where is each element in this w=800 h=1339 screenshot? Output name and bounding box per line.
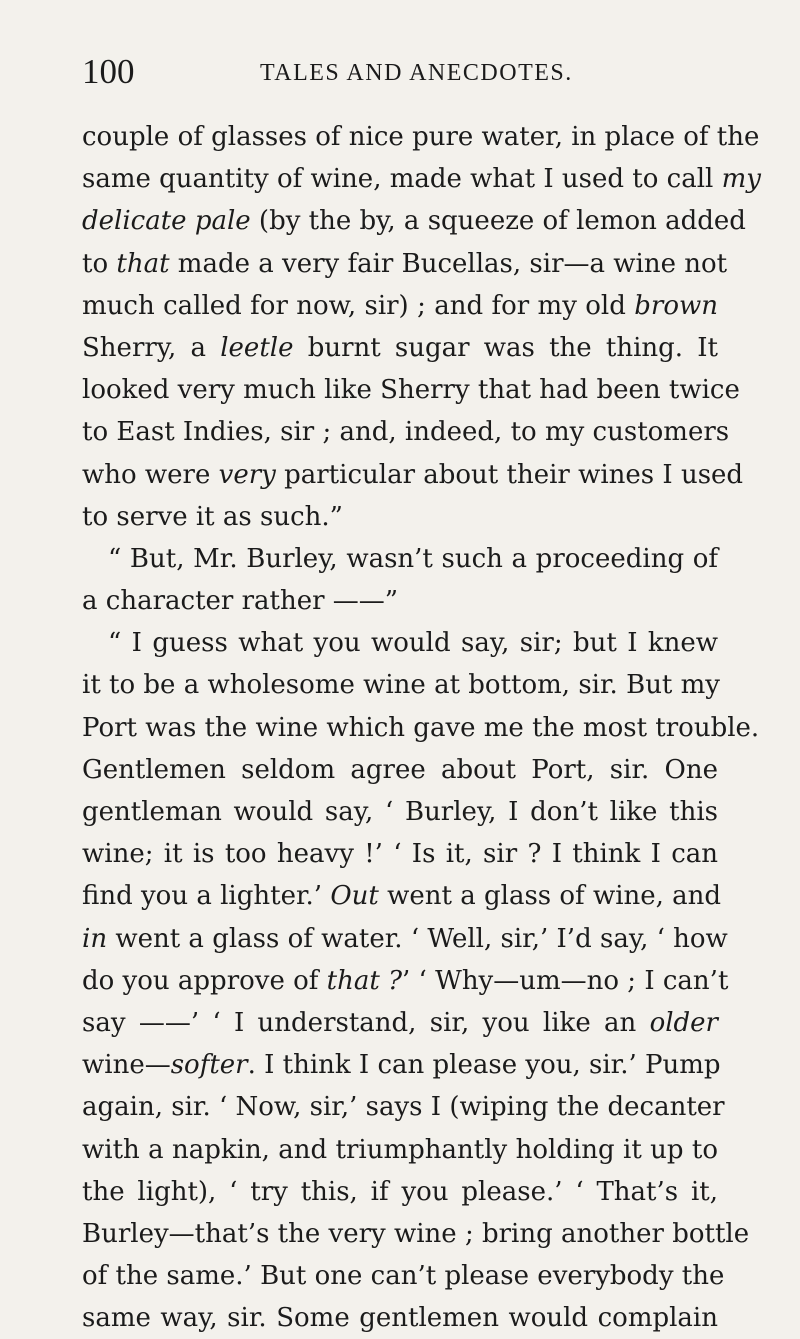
text-line — [82, 1086, 725, 1128]
text-run: find you a lighter.’ — [82, 881, 331, 912]
italic-text: in — [82, 923, 108, 954]
text-run: again, sir. ‘ Now, sir,’ says I (wiping the decanter — [82, 1092, 725, 1123]
text-run: to — [82, 248, 117, 279]
text-run: same quantity of wine, made what I used to call — [82, 164, 722, 195]
text-run: Port was the wine which gave me the most trouble. — [82, 712, 760, 743]
text-line — [82, 327, 718, 369]
text-run: gentleman would say, ‘ Burley, I don’t like this — [82, 797, 718, 827]
text-line — [82, 791, 718, 833]
text-line — [82, 1255, 725, 1297]
italic-text: very — [218, 459, 276, 490]
text-line — [82, 1129, 718, 1171]
text-line — [82, 411, 730, 453]
text-line — [82, 243, 728, 285]
text-line — [82, 622, 718, 664]
body-text — [82, 116, 761, 1339]
text-run: couple of glasses of nice pure water, in place of the — [82, 122, 760, 152]
italic-text: brown — [634, 290, 718, 321]
text-run: much called for now, sir) ; and for my old — [82, 290, 635, 321]
text-line — [82, 1002, 718, 1044]
italic-text: softer — [170, 1050, 248, 1081]
text-line — [82, 833, 718, 875]
text-run: to East Indies, sir ; and, indeed, to my customers — [82, 417, 730, 448]
text-run: a character rather ——” — [82, 586, 399, 617]
text-line — [82, 580, 718, 622]
text-line — [82, 1213, 750, 1255]
page-header — [82, 52, 722, 92]
text-run: Burley—that’s the very wine ; bring another bottle — [82, 1218, 750, 1249]
text-run: wine— — [82, 1050, 171, 1081]
text-line — [82, 369, 740, 411]
text-line — [82, 1297, 718, 1339]
page-number: 100 — [82, 52, 135, 91]
text-line — [82, 200, 746, 242]
text-run: do you approve of — [82, 965, 327, 996]
italic-text: older — [649, 1007, 718, 1038]
text-run: wine; it is too heavy !’ ‘ Is it, sir ? I think I can — [82, 839, 718, 870]
text-run: “ I guess what you would say, sir; but I knew — [108, 628, 718, 659]
text-run: who were — [82, 459, 219, 490]
text-line — [82, 116, 760, 158]
text-run: looked very much like Sherry that had been twice — [82, 375, 740, 406]
text-run: same way, sir. Some gentlemen would complain — [82, 1303, 718, 1334]
text-line — [82, 158, 761, 200]
text-line — [82, 707, 760, 749]
text-line — [82, 538, 718, 580]
text-run: particular about their wines I used — [275, 459, 744, 490]
text-line — [82, 285, 718, 327]
text-run: the light), ‘ try this, if you please.’ ‘ That’s it, — [82, 1176, 718, 1207]
text-run: went a glass of water. ‘ Well, sir,’ I’d say, ‘ how — [107, 923, 728, 954]
text-run: ’ ‘ Why—um—no ; I can’t — [402, 965, 729, 996]
text-line — [82, 664, 718, 706]
text-line — [82, 454, 744, 496]
text-run: with a napkin, and triumphantly holding it up to — [82, 1134, 718, 1165]
italic-text: delicate pale — [82, 206, 251, 237]
text-run: “ But, Mr. Burley, wasn’t such a proceeding of — [108, 543, 718, 574]
text-run: went a glass of wine, and — [378, 881, 722, 912]
text-run: to serve it as such.” — [82, 501, 343, 532]
text-run: Gentlemen seldom agree about Port, sir. One — [82, 754, 718, 785]
text-run: burnt sugar was the thing. It — [293, 332, 718, 363]
text-line — [82, 960, 729, 1002]
text-line — [82, 918, 728, 960]
text-line — [82, 749, 718, 791]
text-run: say ——’ ‘ I understand, sir, you like an — [82, 1007, 650, 1038]
italic-text: leetle — [220, 332, 294, 363]
text-run: (by the by, a squeeze of lemon added — [250, 206, 746, 237]
running-title: TALES AND ANECDOTES. — [260, 60, 573, 86]
text-run: . I think I can please you, sir.’ Pump — [247, 1050, 721, 1081]
text-run: of the same.’ But one can’t please everybody the — [82, 1261, 725, 1292]
text-run: Sherry, a — [82, 332, 221, 363]
text-run: made a very fair Bucellas, sir—a wine not — [169, 248, 728, 279]
text-run: it to be a wholesome wine at bottom, sir. But my — [82, 670, 720, 701]
text-line — [82, 1044, 721, 1086]
text-line — [82, 875, 722, 917]
text-line — [82, 496, 718, 538]
italic-text: Out — [330, 881, 379, 912]
italic-text: my — [721, 164, 761, 195]
text-line — [82, 1171, 718, 1213]
italic-text: that ? — [326, 965, 403, 996]
italic-text: that — [116, 248, 170, 279]
